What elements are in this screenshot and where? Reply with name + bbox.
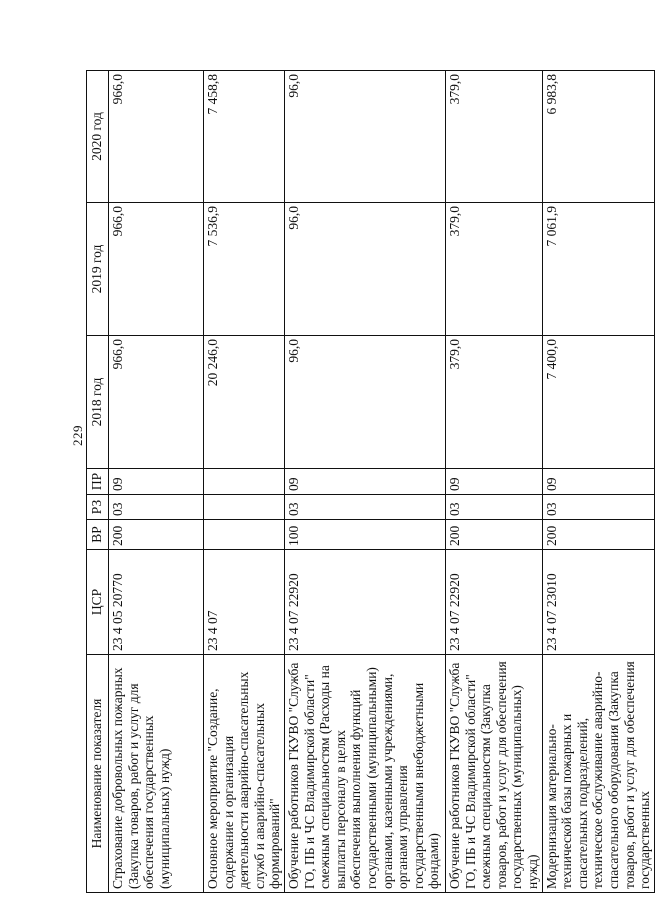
cell-2020: 966,0 — [109, 71, 204, 203]
page-number: 229 — [70, 425, 85, 446]
cell-rz: 03 — [109, 495, 204, 520]
cell-vr — [204, 520, 285, 550]
cell-2020: 379,0 — [445, 71, 542, 203]
cell-2019: 966,0 — [109, 203, 204, 336]
cell-pr: 09 — [109, 469, 204, 495]
cell-vr: 200 — [445, 520, 542, 550]
cell-pr — [204, 469, 285, 495]
cell-2020: 7 458,8 — [204, 71, 285, 203]
cell-rz: 03 — [284, 495, 445, 520]
cell-vr: 200 — [109, 520, 204, 550]
cell-2019: 7 536,9 — [204, 203, 285, 336]
header-csr: ЦСР — [87, 550, 109, 655]
header-rz: РЗ — [87, 495, 109, 520]
cell-name: Модернизация материально-технической базы пожарных и спасательных подразделений, техническое обслуживание аварийно-спасательного оборудования (Закупка товаров, работ и услуг для обеспечения государственных — [542, 655, 654, 893]
cell-name: Основное мероприятие "Создание, содержание и организация деятельности аварийно-спасательных служб и аварийно-спасательных формирований" — [204, 655, 285, 893]
cell-2019: 7 061,9 — [542, 203, 654, 336]
cell-vr: 100 — [284, 520, 445, 550]
cell-csr: 23 4 07 22920 — [284, 550, 445, 655]
cell-vr: 200 — [542, 520, 654, 550]
cell-pr: 09 — [284, 469, 445, 495]
cell-name: Обучение работников ГКУВО "Служба ГО, ПБ и ЧС Владимирской области" смежным специальностям (Расходы на выплаты персоналу в целях обеспечения выполнения функций государственными (муниципальными) органами, казенными учреждениями, органами управления государственными внебюджетными фондами) — [284, 655, 445, 893]
budget-table — [86, 70, 655, 893]
cell-2018: 966,0 — [109, 336, 204, 469]
cell-csr: 23 4 07 22920 — [445, 550, 542, 655]
cell-2018: 7 400,0 — [542, 336, 654, 469]
table-row — [445, 71, 542, 893]
cell-2019: 379,0 — [445, 203, 542, 336]
header-pr: ПР — [87, 469, 109, 495]
cell-2018: 20 246,0 — [204, 336, 285, 469]
table-row — [284, 71, 445, 893]
cell-name: Обучение работников ГКУВО "Служба ГО, ПБ и ЧС Владимирской области" смежным специальностям (Закупка товаров, работ и услуг для обеспечения государственных (муниципальных) нужд) — [445, 655, 542, 893]
cell-2018: 379,0 — [445, 336, 542, 469]
cell-csr: 23 4 07 23010 — [542, 550, 654, 655]
header-name: Наименование показателя — [87, 655, 109, 893]
cell-rz — [204, 495, 285, 520]
header-2018: 2018 год — [87, 336, 109, 469]
table-header-row — [87, 71, 109, 893]
table-row — [109, 71, 204, 893]
header-vr: ВР — [87, 520, 109, 550]
cell-2019: 96,0 — [284, 203, 445, 336]
cell-2018: 96,0 — [284, 336, 445, 469]
cell-rz: 03 — [445, 495, 542, 520]
cell-csr: 23 4 07 — [204, 550, 285, 655]
cell-csr: 23 4 05 20770 — [109, 550, 204, 655]
cell-rz: 03 — [542, 495, 654, 520]
header-2020: 2020 год — [87, 71, 109, 203]
table-row — [542, 71, 654, 893]
cell-2020: 96,0 — [284, 71, 445, 203]
cell-pr: 09 — [542, 469, 654, 495]
cell-pr: 09 — [445, 469, 542, 495]
table-row — [204, 71, 285, 893]
cell-2020: 6 983,8 — [542, 71, 654, 203]
budget-table-rotated — [86, 71, 653, 893]
cell-name: Страхование добровольных пожарных (Закупка товаров, работ и услуг для обеспечения государственных (муниципальных) нужд) — [109, 655, 204, 893]
header-2019: 2019 год — [87, 203, 109, 336]
